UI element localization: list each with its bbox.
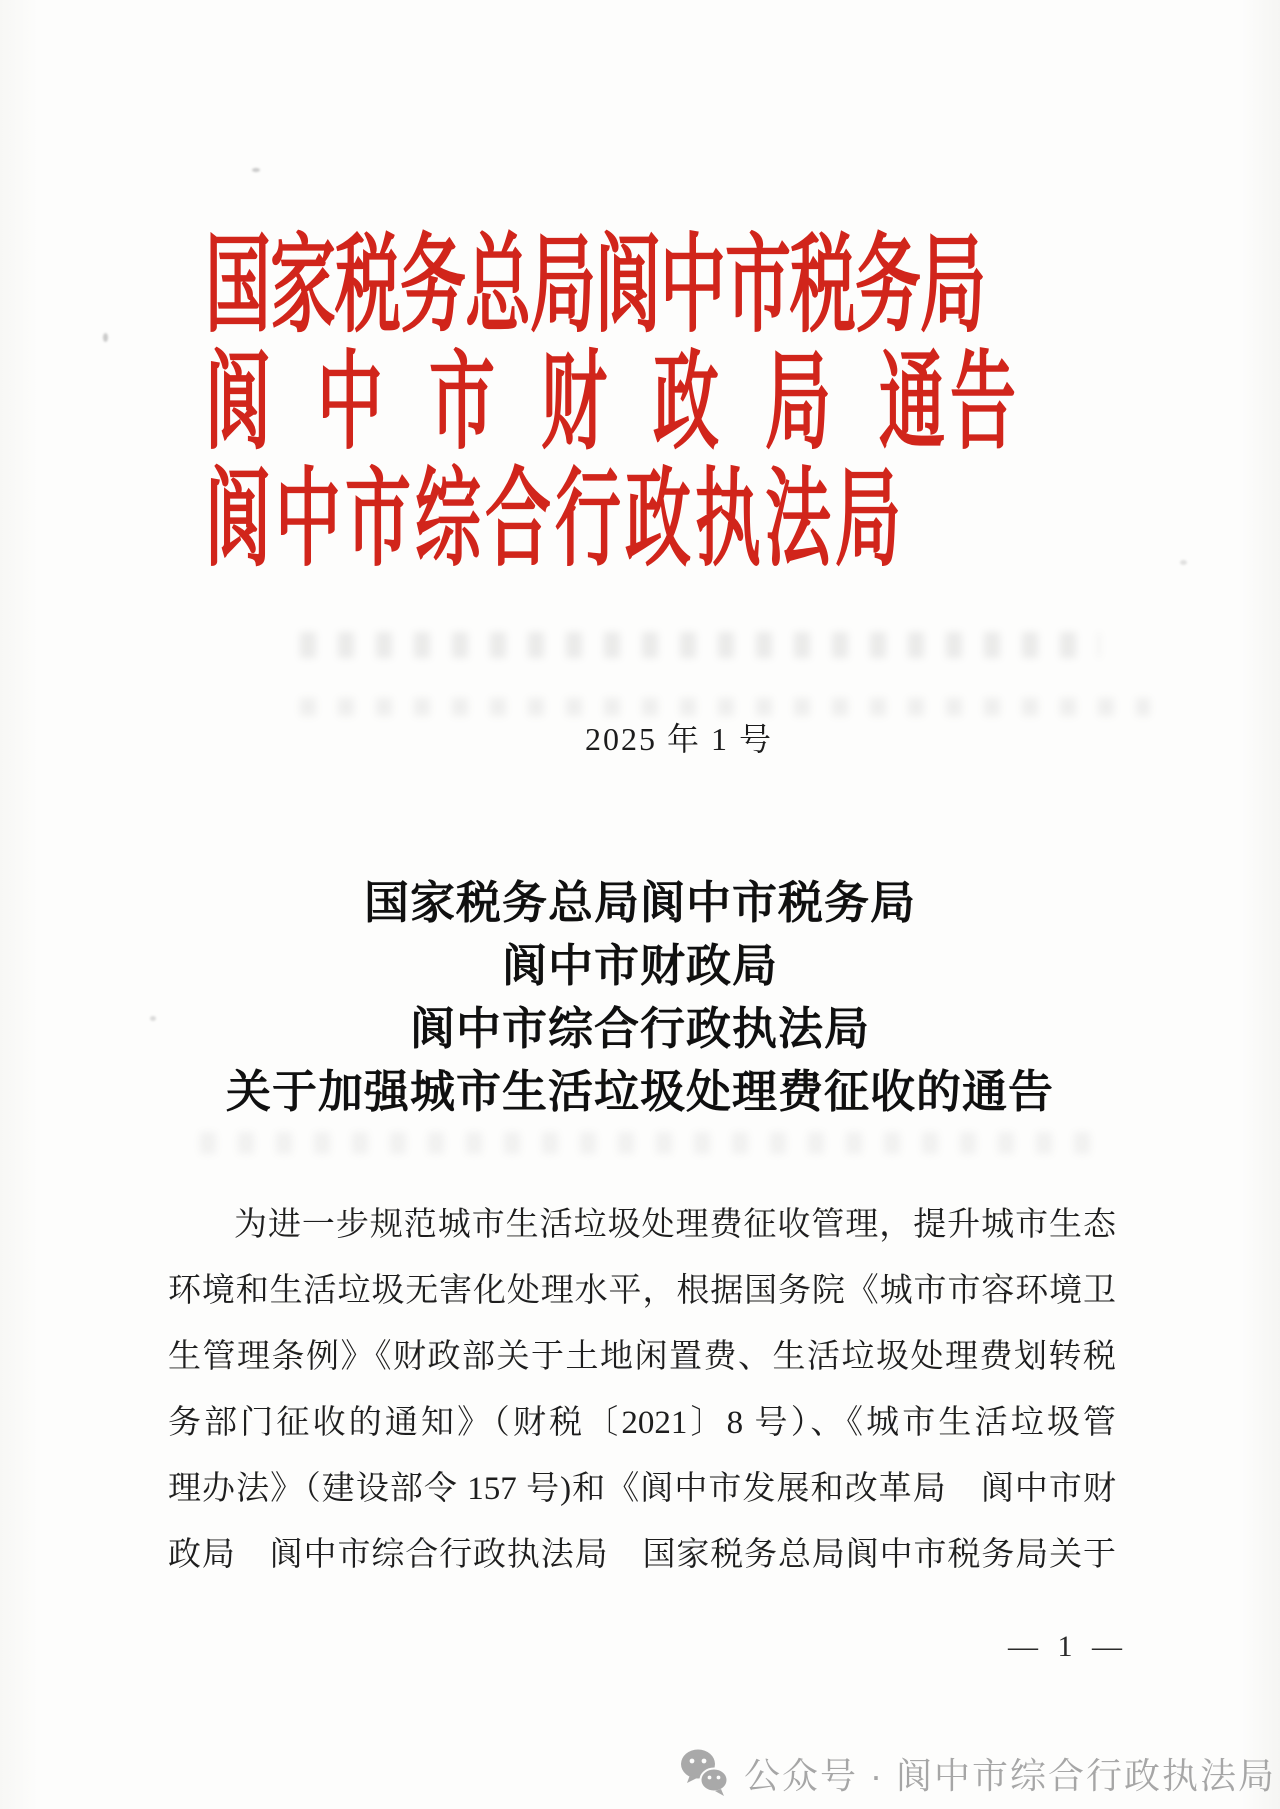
body-line: 为进一步规范城市生活垃圾处理费征收管理，提升城市生态 (234, 1207, 1116, 1243)
title-line-4: 关于加强城市生活垃圾处理费征收的通告 (225, 1067, 1054, 1117)
wechat-account-label: 公众号 · 阆中市综合行政执法局 (744, 1754, 1276, 1796)
wechat-icon (678, 1747, 730, 1799)
wechat-account-footer (678, 1744, 1276, 1802)
document-number: 2025 年 1 号 (585, 721, 774, 757)
letterhead-line-1: 国家税务总局阆中市税务局 (205, 227, 985, 346)
letterhead-line-2-agency: 阆中市财政局 (205, 344, 877, 463)
scan-speck (103, 333, 108, 342)
letterhead-line-3: 阆中市综合行政执法局 (205, 461, 905, 580)
body-line: 理办法》（建设部令 157 号)和《阆中市发展和改革局 阆中市财 (168, 1471, 1116, 1507)
title-line-3: 阆中市综合行政执法局 (409, 1004, 870, 1054)
letterhead (205, 228, 1065, 579)
body-line: 生管理条例》《财政部关于土地闲置费、生活垃圾处理费划转税 (168, 1339, 1116, 1375)
body-paragraph (168, 1192, 1116, 1588)
body-line: 环境和生活垃圾无害化处理水平，根据国务院《城市市容环境卫 (168, 1273, 1116, 1309)
scan-speck (252, 168, 260, 172)
title-line-1: 国家税务总局阆中市税务局 (363, 878, 916, 928)
bleedthrough-smudge (300, 632, 1100, 658)
letterhead-line-2-doctype: 通告 (879, 344, 1021, 463)
page-number: — 1 — (1008, 1630, 1128, 1663)
body-line: 务部门征收的通知》（财税〔2021〕8 号）、《城市生活垃圾管 (168, 1405, 1116, 1441)
bleedthrough-smudge (200, 1132, 1100, 1154)
document-title (0, 872, 1280, 1124)
scan-speck (1180, 560, 1187, 565)
body-line: 政局 阆中市综合行政执法局 国家税务总局阆中市税务局关于 (168, 1537, 1116, 1573)
title-line-2: 阆中市财政局 (501, 941, 778, 991)
